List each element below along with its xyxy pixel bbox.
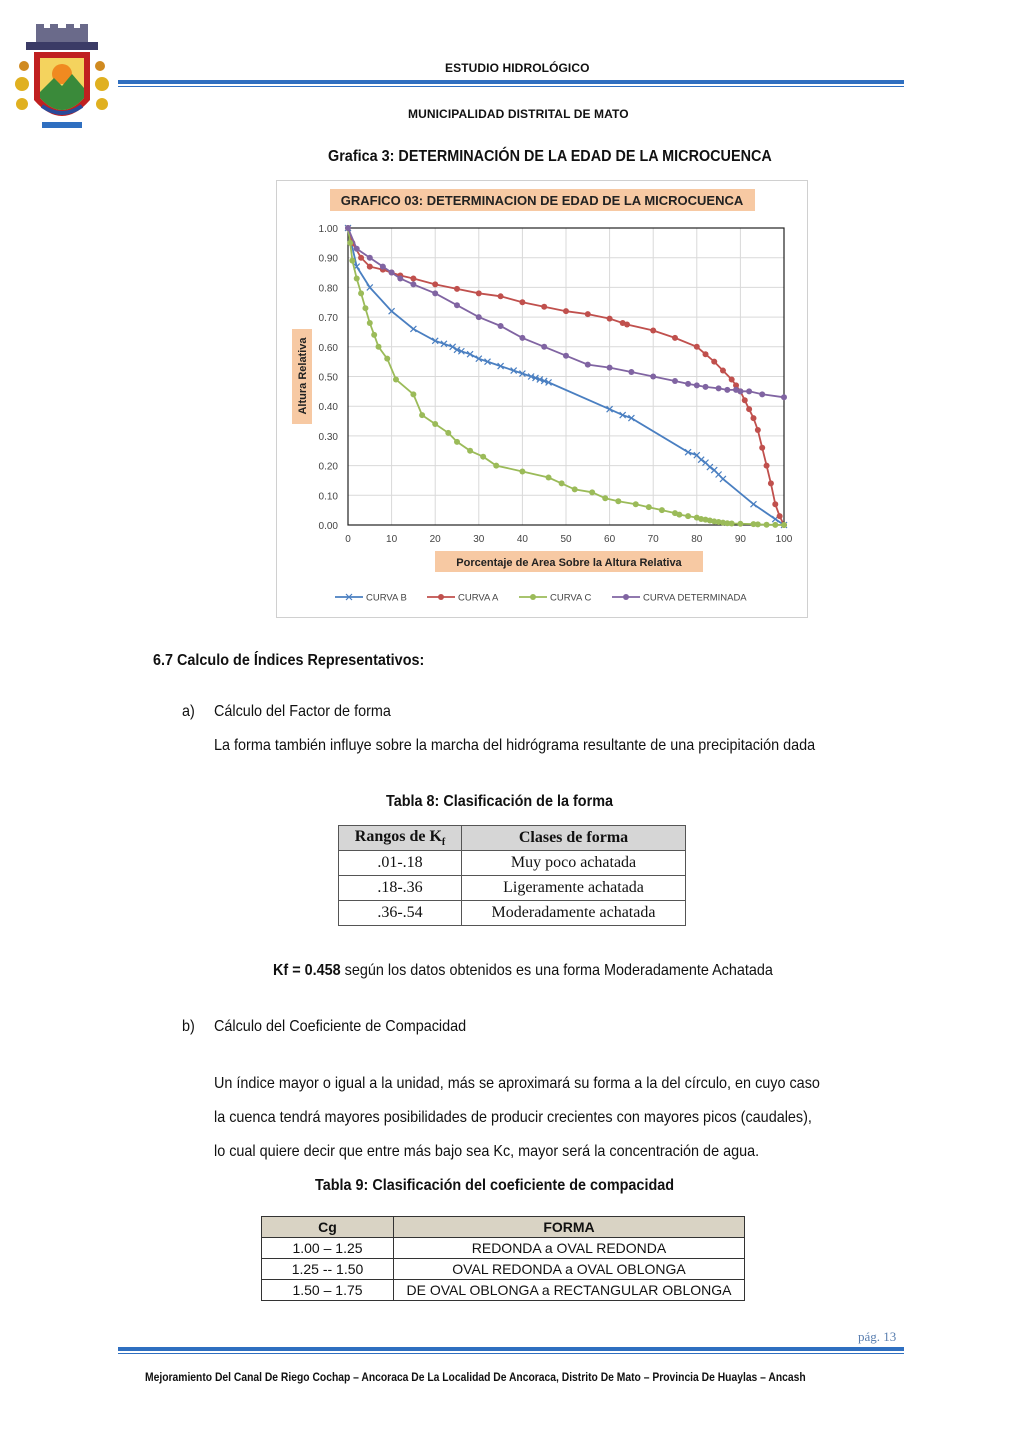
data-point <box>467 448 473 454</box>
footer-rule-thin <box>118 1353 904 1354</box>
data-point <box>519 299 525 305</box>
data-point <box>602 495 608 501</box>
item-b-text-line1: Un índice mayor o igual a la unidad, más se aproximará su forma a la del círculo, en cuyo caso <box>214 1075 820 1092</box>
data-point <box>410 275 416 281</box>
table-row: .01-.18 Muy poco achatada <box>339 851 686 876</box>
x-tick-label: 80 <box>691 534 703 545</box>
data-point <box>607 316 613 322</box>
data-point <box>358 255 364 261</box>
data-point <box>476 314 482 320</box>
data-point <box>376 344 382 350</box>
data-point <box>685 513 691 519</box>
data-point <box>563 353 569 359</box>
data-point <box>585 311 591 317</box>
legend-marker <box>623 594 629 600</box>
data-point <box>454 286 460 292</box>
data-point <box>755 521 761 527</box>
data-point <box>371 332 377 338</box>
y-tick-label: 0.70 <box>318 313 338 325</box>
data-point <box>393 376 399 382</box>
data-point <box>685 381 691 387</box>
data-point <box>367 264 373 270</box>
data-point <box>729 521 735 527</box>
data-point <box>764 522 770 528</box>
data-point <box>746 388 752 394</box>
y-tick-label: 0.30 <box>318 431 338 443</box>
chart-frame <box>276 180 808 618</box>
data-point <box>345 225 351 231</box>
data-point <box>432 421 438 427</box>
data-point <box>633 501 639 507</box>
data-point <box>476 290 482 296</box>
data-point <box>572 486 578 492</box>
data-point <box>720 368 726 374</box>
table9-caption: Tabla 9: Clasificación del coeficiente de compacidad <box>315 1177 675 1194</box>
item-a-text: La forma también influye sobre la marcha del hidrógrama resultante de una precipitación dada <box>214 737 816 754</box>
x-tick-label: 60 <box>604 534 616 545</box>
legend-marker <box>438 594 444 600</box>
data-point <box>781 394 787 400</box>
x-tick-label: 30 <box>473 534 485 545</box>
table8-caption: Tabla 8: Clasificación de la forma <box>386 793 614 810</box>
data-point <box>358 290 364 296</box>
data-point <box>498 323 504 329</box>
data-point <box>541 304 547 310</box>
y-tick-label: 0.80 <box>318 283 338 295</box>
item-b-title: Cálculo del Coeficiente de Compacidad <box>214 1018 467 1035</box>
data-point <box>563 308 569 314</box>
data-point <box>742 397 748 403</box>
data-point <box>380 264 386 270</box>
y-tick-label: 0.00 <box>318 521 338 532</box>
age-curve-chart <box>277 181 807 617</box>
data-point <box>354 246 360 252</box>
data-point <box>410 281 416 287</box>
x-tick-label: 0 <box>345 534 351 545</box>
y-tick-label: 0.10 <box>318 491 338 503</box>
data-point <box>354 275 360 281</box>
y-axis-label: Altura Relativa <box>297 337 309 415</box>
data-point <box>750 501 756 507</box>
table8 <box>338 825 686 926</box>
kf-value: Kf = 0.458 <box>273 962 341 979</box>
item-b-text-line2: la cuenca tendrá mayores posibilidades de producir crecientes con mayores picos (caudales), <box>214 1109 812 1126</box>
data-point <box>607 365 613 371</box>
legend-label: CURVA B <box>366 592 407 604</box>
data-point <box>737 388 743 394</box>
item-b-label: b) <box>182 1018 195 1035</box>
data-point <box>432 281 438 287</box>
data-point <box>454 302 460 308</box>
item-a-title: Cálculo del Factor de forma <box>214 703 391 720</box>
data-point <box>589 489 595 495</box>
data-point <box>615 498 621 504</box>
table8-header-range: Rangos de $K_f$ <box>339 826 462 851</box>
y-tick-label: 1.00 <box>318 224 338 235</box>
data-point <box>772 501 778 507</box>
data-point <box>759 391 765 397</box>
data-point <box>777 513 783 519</box>
data-point <box>397 275 403 281</box>
x-tick-label: 100 <box>775 534 793 545</box>
header-rule <box>118 80 904 84</box>
data-point <box>628 369 634 375</box>
data-point <box>750 415 756 421</box>
data-point <box>781 522 787 528</box>
data-point <box>650 327 656 333</box>
data-point <box>768 480 774 486</box>
legend-label: CURVA DETERMINADA <box>643 592 747 604</box>
data-point <box>454 439 460 445</box>
legend-marker <box>530 594 536 600</box>
header-subtitle: MUNICIPALIDAD DISTRITAL DE MATO <box>408 107 629 121</box>
legend-label: CURVA C <box>550 592 592 604</box>
data-point <box>541 344 547 350</box>
data-point <box>764 463 770 469</box>
data-point <box>772 522 778 528</box>
table8-header-class: Clases de forma <box>462 826 686 851</box>
data-point <box>367 255 373 261</box>
data-point <box>362 305 368 311</box>
data-point <box>585 362 591 368</box>
footer-rule <box>118 1347 904 1351</box>
x-tick-label: 50 <box>560 534 572 545</box>
figure-caption: Grafica 3: DETERMINACIÓN DE LA EDAD DE LA MICROCUENCA <box>328 148 772 165</box>
data-point <box>493 463 499 469</box>
data-point <box>703 351 709 357</box>
data-point <box>519 469 525 475</box>
table-row: .18-.36 Ligeramente achatada <box>339 876 686 901</box>
x-tick-label: 10 <box>386 534 398 545</box>
data-point <box>676 512 682 518</box>
data-point <box>349 258 355 264</box>
data-point <box>480 454 486 460</box>
data-point <box>367 320 373 326</box>
y-tick-label: 0.50 <box>318 372 338 384</box>
data-point <box>445 430 451 436</box>
data-point <box>703 384 709 390</box>
data-point <box>724 387 730 393</box>
section-heading: 6.7 Calculo de Índices Representativos: <box>153 652 425 669</box>
data-point <box>720 476 726 482</box>
table-row: .36-.54 Moderadamente achatada <box>339 901 686 926</box>
kf-result <box>273 962 773 980</box>
header-rule-thin <box>118 86 904 87</box>
data-point <box>624 322 630 328</box>
data-point <box>737 521 743 527</box>
y-tick-label: 0.40 <box>318 402 338 414</box>
footer-text: Mejoramiento Del Canal De Riego Cochap – Ancoraca De La Localidad De Ancoraca, Distrito De Mato – Provincia De Huaylas – Ancash <box>145 1370 806 1384</box>
data-point <box>546 474 552 480</box>
x-tick-label: 40 <box>516 534 528 545</box>
chart-title: GRAFICO 03: DETERMINACION DE EDAD DE LA MICROCUENCA <box>340 193 744 208</box>
table-row: 1.50 – 1.75 DE OVAL OBLONGA a RECTANGULAR OBLONGA <box>262 1280 745 1301</box>
x-tick-label: 20 <box>429 534 441 545</box>
municipal-coat-of-arms-icon <box>12 22 112 132</box>
item-a-label: a) <box>182 703 195 720</box>
x-axis-label: Porcentaje de Area Sobre la Altura Relativa <box>456 557 682 569</box>
data-point <box>694 344 700 350</box>
table9 <box>261 1216 745 1301</box>
kf-description: según los datos obtenidos es una forma Moderadamente Achatada <box>340 962 773 979</box>
data-point <box>759 445 765 451</box>
data-point <box>410 391 416 397</box>
data-point <box>650 374 656 380</box>
x-tick-label: 90 <box>734 534 746 545</box>
data-point <box>646 504 652 510</box>
legend-label: CURVA A <box>458 592 499 604</box>
data-point <box>419 412 425 418</box>
data-point <box>659 507 665 513</box>
data-point <box>672 335 678 341</box>
data-point <box>410 326 416 332</box>
x-tick-label: 70 <box>647 534 659 545</box>
data-point <box>755 427 761 433</box>
table9-header-cg: Cg <box>262 1217 394 1238</box>
data-point <box>711 359 717 365</box>
data-point <box>746 406 752 412</box>
table-row: 1.00 – 1.25 REDONDA a OVAL REDONDA <box>262 1238 745 1259</box>
header-title: ESTUDIO HIDROLÓGICO <box>445 61 590 75</box>
y-tick-label: 0.90 <box>318 253 338 265</box>
data-point <box>347 240 353 246</box>
data-point <box>694 382 700 388</box>
data-point <box>432 290 438 296</box>
data-point <box>559 480 565 486</box>
data-point <box>672 378 678 384</box>
y-tick-label: 0.20 <box>318 461 338 473</box>
data-point <box>519 335 525 341</box>
y-tick-label: 0.60 <box>318 342 338 354</box>
page-number: pág. 13 <box>858 1329 897 1344</box>
data-point <box>498 293 504 299</box>
table9-header-forma: FORMA <box>394 1217 745 1238</box>
data-point <box>729 376 735 382</box>
data-point <box>389 270 395 276</box>
data-point <box>384 356 390 362</box>
item-b-text-line3: lo cual quiere decir que entre más bajo sea Kc, mayor será la concentración de agua. <box>214 1143 760 1160</box>
table-row: 1.25 -- 1.50 OVAL REDONDA a OVAL OBLONGA <box>262 1259 745 1280</box>
data-point <box>716 385 722 391</box>
